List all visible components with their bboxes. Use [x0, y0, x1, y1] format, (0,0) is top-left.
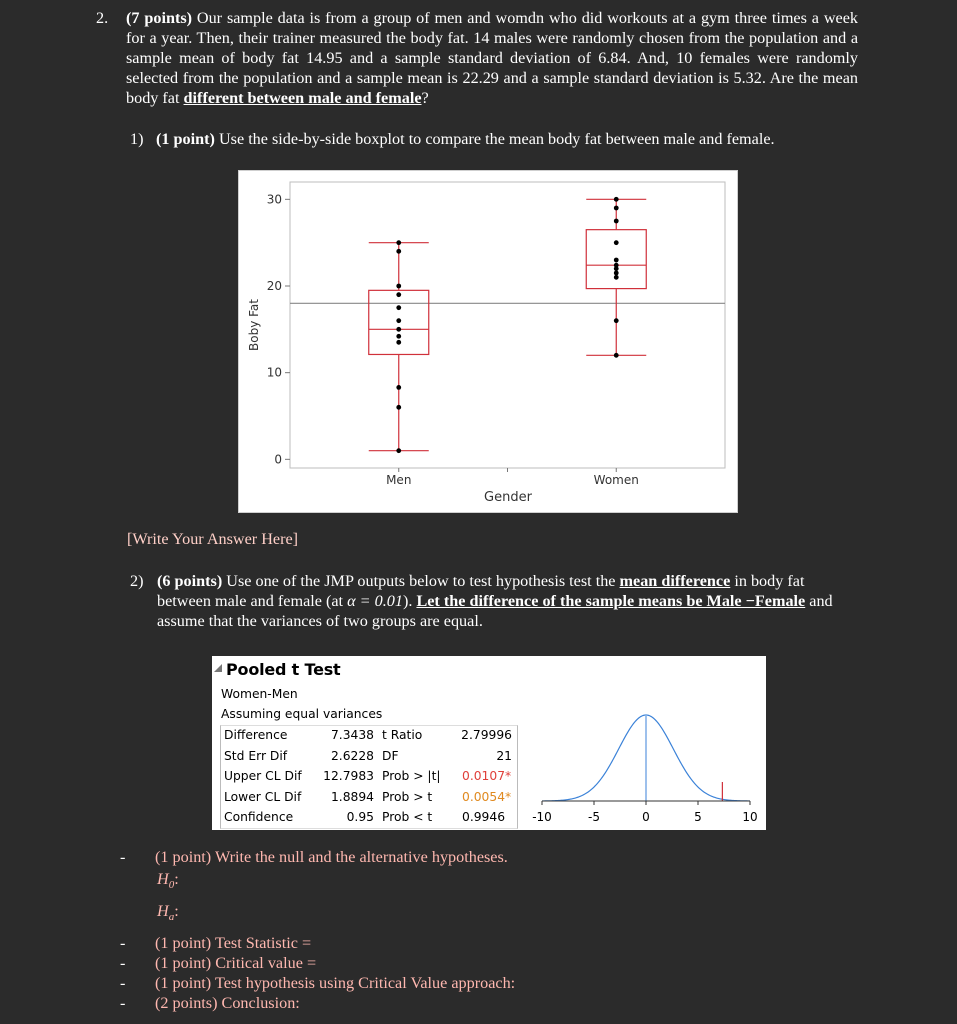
bullet-dash: -	[120, 934, 126, 952]
stat-value: 0.9946	[462, 810, 506, 824]
data-point	[614, 258, 619, 263]
data-point	[396, 305, 401, 310]
part2-text-c: ).	[402, 592, 417, 610]
data-point	[614, 206, 619, 211]
alternative-hypothesis-label[interactable]	[157, 902, 179, 923]
part1-text: Use the side-by-side boxplot to compare the mean body fat between male and female.	[214, 130, 775, 148]
stat-label: Upper CL Dif	[224, 769, 302, 783]
t-distribution-plot	[530, 708, 766, 830]
h0-letter: H	[157, 870, 169, 888]
y-tick-label: 30	[266, 192, 282, 207]
data-point	[614, 240, 619, 245]
stat-label: Std Err Dif	[224, 748, 288, 763]
part2-prompt	[130, 571, 842, 631]
part2-alpha: α = 0.01	[347, 592, 403, 610]
x-axis-tick-label: 0	[642, 810, 650, 824]
x-axis-tick-label: 5	[694, 810, 702, 824]
part2-emph-mean-difference: mean difference	[619, 572, 731, 590]
stat-label: Lower CL Dif	[224, 789, 302, 804]
data-point	[396, 340, 401, 345]
stat-value: 12.7983	[323, 769, 374, 783]
stat-value: 0.0107*	[462, 769, 512, 783]
bullet-dash: -	[120, 954, 126, 972]
data-point	[396, 385, 401, 390]
question-end: ?	[421, 89, 429, 107]
bullet-dash: -	[120, 848, 126, 866]
part2-text-a: Use one of the JMP outputs below to test hypothesis test the	[222, 572, 620, 590]
task-critical-value[interactable]	[120, 954, 316, 973]
stat-value: 21	[496, 748, 512, 763]
data-point	[614, 271, 619, 276]
stat-label: t Ratio	[382, 728, 423, 742]
h0-colon: :	[174, 870, 179, 888]
data-point	[614, 219, 619, 224]
x-axis-tick-label: 10	[742, 810, 758, 824]
stat-value: 0.0054*	[462, 789, 512, 804]
task-hypotheses-text: (1 point) Write the null and the alternative hypotheses.	[155, 848, 508, 866]
jmp-comparison: Women-Men	[221, 687, 298, 701]
part2-emph-difference-definition: Let the difference of the sample means be Male −Female	[416, 592, 806, 610]
data-point	[614, 263, 619, 268]
h0-subscript: 0	[168, 879, 175, 892]
question-number: 2.	[96, 9, 109, 27]
part2-text-b: in body fat between male and female (at	[157, 572, 805, 610]
answer-placeholder[interactable]: [Write Your Answer Here]	[127, 530, 299, 548]
data-point	[396, 405, 401, 410]
data-point	[396, 318, 401, 323]
x-tick-label: Women	[593, 473, 639, 487]
task-test-hypothesis-text: (1 point) Test hypothesis using Critical Value approach:	[155, 974, 516, 992]
bullet-dash: -	[120, 994, 126, 1012]
data-point	[614, 353, 619, 358]
y-tick-label: 10	[266, 365, 282, 380]
ha-colon: :	[174, 902, 179, 920]
figure-border	[239, 171, 738, 513]
question-text: Our sample data is from a group of men and womdn who did workouts at a gym three times a week for a year. Then, their trainer measured the body fat. 14 males were randomly chosen from the population and a sample mean of body fat 14.95 and a sample standard deviation of 6.84. And, 10 females were randomly selected from the population and a sample mean is 22.29 and a sample standard deviation is 5.32. Are the mean body fat	[126, 9, 858, 107]
data-point	[396, 327, 401, 332]
jmp-pooled-t-test	[212, 656, 766, 830]
task-conclusion[interactable]	[120, 994, 300, 1013]
part2-body	[157, 571, 842, 631]
data-point	[396, 292, 401, 297]
task-critical-value-text: (1 point) Critical value =	[155, 954, 317, 972]
task-test-statistic[interactable]	[120, 934, 311, 953]
task-conclusion-text: (2 points) Conclusion:	[155, 994, 300, 1012]
data-point	[396, 284, 401, 289]
null-hypothesis-label[interactable]	[157, 870, 179, 891]
boxplot-figure	[238, 170, 738, 513]
part2-number: 2)	[130, 572, 144, 590]
question-block	[98, 8, 858, 108]
question-emphasis: different between male and female	[183, 89, 422, 107]
part1-number: 1)	[130, 130, 144, 148]
x-tick-label: Men	[386, 473, 412, 487]
data-point	[614, 197, 619, 202]
x-axis-tick-label: -5	[588, 810, 600, 824]
jmp-assumption: Assuming equal variances	[221, 707, 383, 721]
stat-value: 7.3438	[330, 728, 374, 742]
boxplot-svg	[238, 170, 738, 513]
ha-subscript: a	[168, 911, 175, 924]
task-test-hypothesis[interactable]	[120, 974, 515, 993]
stat-value: 2.79996	[461, 728, 512, 742]
data-point	[614, 318, 619, 323]
y-tick-label: 0	[274, 452, 282, 467]
question-body	[126, 8, 858, 108]
stat-value: 1.8894	[330, 789, 374, 804]
bullet-dash: -	[120, 974, 126, 992]
stat-label: DF	[382, 748, 399, 763]
stat-label: Prob < t	[382, 810, 433, 824]
y-tick-label: 20	[266, 279, 282, 293]
ha-letter: H	[157, 902, 169, 920]
stat-label: Prob > t	[382, 789, 433, 804]
task-test-statistic-text: (1 point) Test Statistic =	[155, 934, 312, 952]
x-axis-label: Gender	[484, 490, 532, 505]
stat-value: 2.6228	[330, 748, 374, 763]
x-axis-tick-label: -10	[532, 810, 552, 824]
part1-prompt	[130, 130, 775, 149]
task-hypotheses	[120, 848, 508, 867]
stat-label: Confidence	[224, 810, 294, 824]
y-axis-label: Boby Fat	[247, 299, 261, 351]
part2-points: (6 points)	[157, 572, 223, 590]
question-points: (7 points)	[126, 9, 193, 27]
disclosure-triangle-icon[interactable]	[214, 664, 222, 672]
part2-text-d: and assume that the variances of two groups are equal.	[157, 592, 833, 630]
data-point	[396, 448, 401, 453]
stat-label: Prob > |t|	[382, 769, 441, 783]
data-point	[396, 240, 401, 245]
data-point	[396, 334, 401, 339]
jmp-title: Pooled t Test	[226, 660, 341, 679]
stat-label: Difference	[224, 728, 288, 742]
part1-points: (1 point)	[156, 130, 215, 148]
data-point	[614, 275, 619, 280]
stat-value: 0.95	[346, 810, 374, 824]
data-point	[396, 249, 401, 254]
